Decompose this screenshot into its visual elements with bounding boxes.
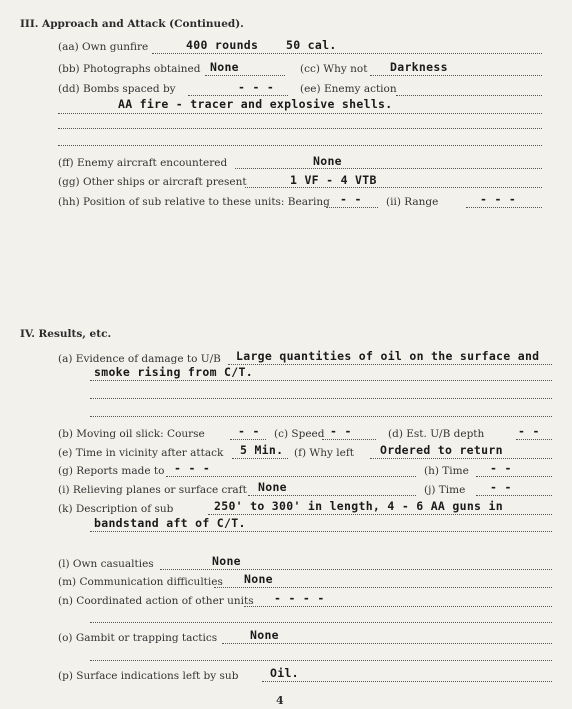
why-left-line (370, 458, 552, 459)
sub-description-value-2: bandstand aft of C/T. (94, 516, 246, 530)
why-not-value: Darkness (390, 60, 448, 74)
bombs-spaced-value: - - - (238, 80, 275, 94)
oil-slick-course-label: (b) Moving oil slick: Course (58, 428, 205, 440)
speed-value: - - (330, 424, 352, 438)
enemy-action-label: (ee) Enemy action (300, 83, 397, 95)
surface-indications-label: (p) Surface indications left by sub (58, 670, 239, 682)
own-gunfire-line (152, 53, 542, 54)
communication-line (214, 587, 552, 588)
blank-line (90, 622, 552, 623)
communication-label: (m) Communication difficulties (58, 576, 223, 588)
enemy-aircraft-line (235, 168, 542, 169)
own-casualties-line (160, 569, 552, 570)
blank-line (90, 398, 552, 399)
photographs-value: None (210, 60, 239, 74)
sub-position-label: (hh) Position of sub relative to these units: Bearing (58, 196, 330, 208)
page-number: 4 (276, 694, 284, 707)
time-in-vicinity-value: 5 Min. (240, 443, 284, 457)
blank-line (58, 145, 542, 146)
relieving-craft-line (248, 495, 416, 496)
range-value: - - - (480, 192, 517, 206)
photographs-line (205, 75, 285, 76)
other-ships-value: 1 VF - 4 VTB (290, 173, 377, 187)
surface-indications-line (262, 681, 552, 682)
sub-description-line (208, 514, 552, 515)
coordinated-action-value: - - - - (274, 591, 325, 605)
report-time-value: - - (490, 461, 512, 475)
relief-time-value: - - (490, 480, 512, 494)
own-casualties-value: None (212, 554, 241, 568)
relieving-craft-value: None (258, 480, 287, 494)
blank-line (58, 128, 542, 129)
relief-time-line (476, 495, 552, 496)
blank-line (90, 660, 552, 661)
enemy-action-value: AA fire - tracer and explosive shells. (118, 97, 393, 111)
report-time-label: (h) Time (424, 465, 469, 477)
time-in-vicinity-label: (e) Time in vicinity after attack (58, 447, 224, 459)
why-left-value: Ordered to return (380, 443, 503, 457)
oil-slick-course-value: - - (238, 424, 260, 438)
damage-evidence-label: (a) Evidence of damage to U/B (58, 353, 221, 365)
photographs-label: (bb) Photographs obtained (58, 63, 201, 75)
enemy-action-line (396, 95, 542, 96)
range-label: (ii) Range (386, 196, 439, 208)
coordinated-action-label: (n) Coordinated action of other units (58, 595, 254, 607)
damage-evidence-line-2 (90, 380, 552, 381)
bombs-spaced-line (188, 95, 288, 96)
enemy-aircraft-label: (ff) Enemy aircraft encountered (58, 157, 228, 169)
sub-description-line-2 (90, 531, 552, 532)
damage-evidence-line (228, 364, 552, 365)
damage-evidence-value-2: smoke rising from C/T. (94, 365, 253, 379)
bearing-line (326, 207, 378, 208)
ub-depth-line (516, 439, 552, 440)
own-gunfire-label: (aa) Own gunfire (58, 41, 149, 53)
enemy-aircraft-value: None (313, 154, 342, 168)
time-in-vicinity-line (232, 458, 288, 459)
damage-evidence-value-1: Large quantities of oil on the surface and (236, 349, 540, 363)
gambit-label: (o) Gambit or trapping tactics (58, 632, 218, 644)
section-4-heading: IV. Results, etc. (20, 328, 112, 340)
gambit-value: None (250, 628, 279, 642)
relief-time-label: (j) Time (424, 484, 466, 496)
why-left-label: (f) Why left (294, 447, 354, 459)
reports-made-line (166, 476, 416, 477)
surface-indications-value: Oil. (270, 666, 299, 680)
relieving-craft-label: (i) Relieving planes or surface craft (58, 484, 247, 496)
report-time-line (476, 476, 552, 477)
blank-line (90, 416, 552, 417)
speed-line (322, 439, 376, 440)
ub-depth-label: (d) Est. U/B depth (388, 428, 485, 440)
sub-description-value-1: 250' to 300' in length, 4 - 6 AA guns in (214, 499, 503, 513)
why-not-line (370, 75, 542, 76)
why-not-label: (cc) Why not (300, 63, 368, 75)
gambit-line (222, 643, 552, 644)
speed-label: (c) Speed (274, 428, 325, 440)
communication-value: None (244, 572, 273, 586)
own-casualties-label: (l) Own casualties (58, 558, 154, 570)
bombs-spaced-label: (dd) Bombs spaced by (58, 83, 176, 95)
reports-made-value: - - - (174, 461, 211, 475)
other-ships-label: (gg) Other ships or aircraft present (58, 176, 247, 188)
section-3-heading: III. Approach and Attack (Continued). (20, 18, 244, 30)
blank-line (58, 113, 542, 114)
oil-slick-course-line (230, 439, 266, 440)
reports-made-label: (g) Reports made to (58, 465, 165, 477)
bearing-value: - - (340, 192, 362, 206)
sub-description-label: (k) Description of sub (58, 503, 174, 515)
own-gunfire-rounds: 400 rounds (186, 38, 259, 52)
coordinated-action-line (244, 606, 552, 607)
range-line (466, 207, 542, 208)
other-ships-line (245, 187, 542, 188)
own-gunfire-caliber: 50 cal. (286, 38, 337, 52)
ub-depth-value: - - (518, 424, 540, 438)
